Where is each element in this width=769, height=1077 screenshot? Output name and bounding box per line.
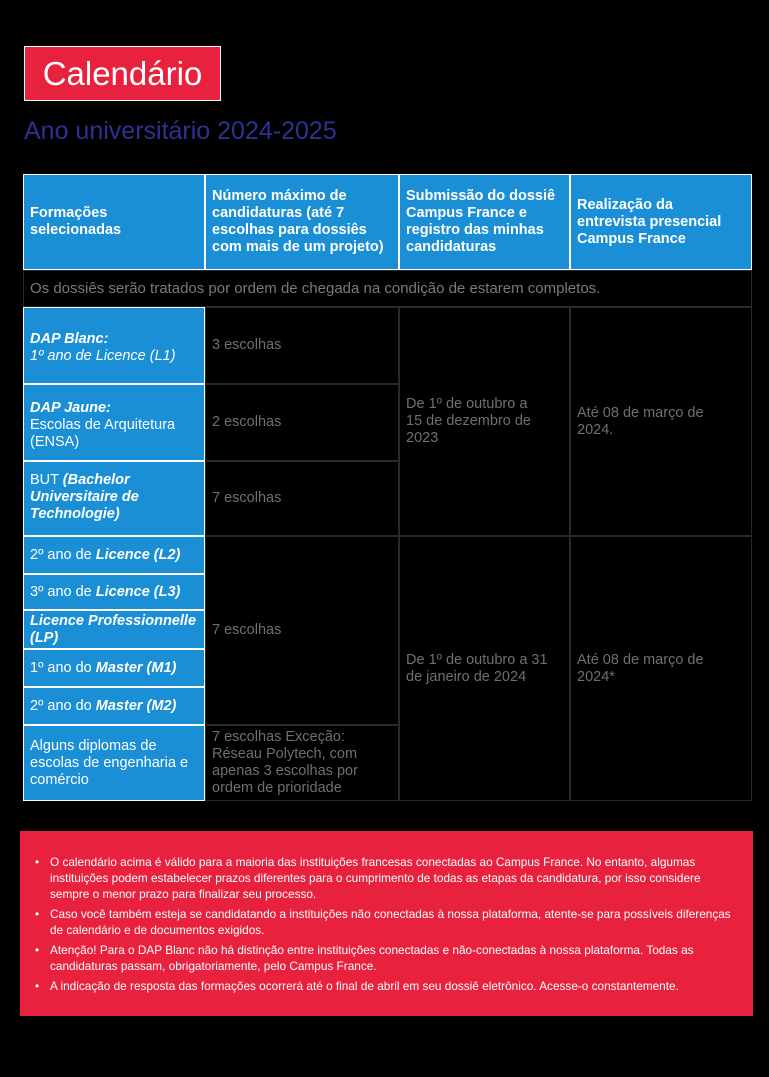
header-numero: Número máximo de candidaturas (até 7 escolhas para dossiês com mais de um projeto) [205,174,399,270]
row-label: Escolas de Arquitetura (ENSA) [30,417,176,450]
row-label-strong: DAP Jaune: [30,400,111,416]
submission-group-2: De 1º de outubro a 31 de janeiro de 2024 [399,536,570,801]
choices-engenharia: 7 escolhas Exceção: Réseau Polytech, com apenas 3 escolhas por ordem de prioridade [205,725,399,801]
choices-dap-jaune: 2 escolhas [205,384,399,461]
row-label-strong: Licence (L2) [95,546,181,563]
header-submissao: Submissão do dossiê Campus France e registro das minhas candidaturas [399,174,570,270]
row-label: 3º ano de [30,583,92,600]
row-dap-jaune [23,384,205,461]
row-label: 1º ano de Licence (L1) [30,348,176,364]
row-licence-pro: Licence Professionnelle (LP) [23,610,205,649]
row-label-strong: Master (M2) [95,697,177,714]
bullet: • [35,979,40,993]
interview-group-2: Até 08 de março de 2024* [570,536,752,801]
calendar-table [23,174,752,801]
notes-box [20,831,753,1016]
bullet: • [35,943,40,957]
row-label-strong: (Bachelor Universitaire de Technologie) [30,472,139,522]
choices-group-2: 7 escolhas [205,536,399,725]
row-master-m2 [23,687,205,725]
row-label-strong: DAP Blanc: [30,331,109,347]
bullet: • [35,907,40,921]
row-but [23,461,205,536]
row-engenharia: Alguns diplomas de escolas de engenharia e comércio [23,725,205,801]
page-title: Calendário [24,46,221,101]
note-item: • A indicação de resposta das formações ocorrerá até o final de abril em seu dossiê eletrônico. Acesse-o constantemente. [35,979,679,993]
header-formacoes: Formações selecionadas [23,174,205,270]
interview-group-1: Até 08 de março de 2024. [570,307,752,536]
row-label: 2º ano de [30,546,92,563]
row-licence-l3 [23,574,205,610]
row-master-m1 [23,649,205,687]
choices-but: 7 escolhas [205,461,399,536]
row-label: 2º ano do [30,697,92,714]
row-dap-blanc [23,307,205,384]
row-label: 1º ano do [30,659,92,676]
note-item: • O calendário acima é válido para a maioria das instituições francesas conectadas ao Campus France. No entanto, algumas instituições podem estabelecer prazos diferentes para o cumprimento de todas as etapas da candidatura, por isso considere sempre o menor prazo para finalizar seu processo. [35,855,701,901]
header-entrevista: Realização da entrevista presencial Campus France [570,174,752,270]
choices-dap-blanc: 3 escolhas [205,307,399,384]
notice-row: Os dossiês serão tratados por ordem de chegada na condição de estarem completos. [23,270,752,307]
row-licence-l2 [23,536,205,574]
row-label-strong: Licence (L3) [95,583,181,600]
row-label: BUT [30,472,63,488]
submission-group-1: De 1º de outubro a 15 de dezembro de 2023 [399,307,570,536]
bullet: • [35,855,40,869]
page-subtitle: Ano universitário 2024-2025 [24,117,337,145]
note-item: • Atenção! Para o DAP Blanc não há distinção entre instituições conectadas e não-conectadas à nossa plataforma. Todas as candidaturas passam, obrigatoriamente, pelo Campus France. [35,943,694,973]
row-label-strong: Master (M1) [95,659,177,676]
note-item: • Caso você também esteja se candidatando a instituições não conectadas à nossa plataforma, atente-se para possíveis diferenças de calendário e de documentos exigidos. [35,907,731,937]
